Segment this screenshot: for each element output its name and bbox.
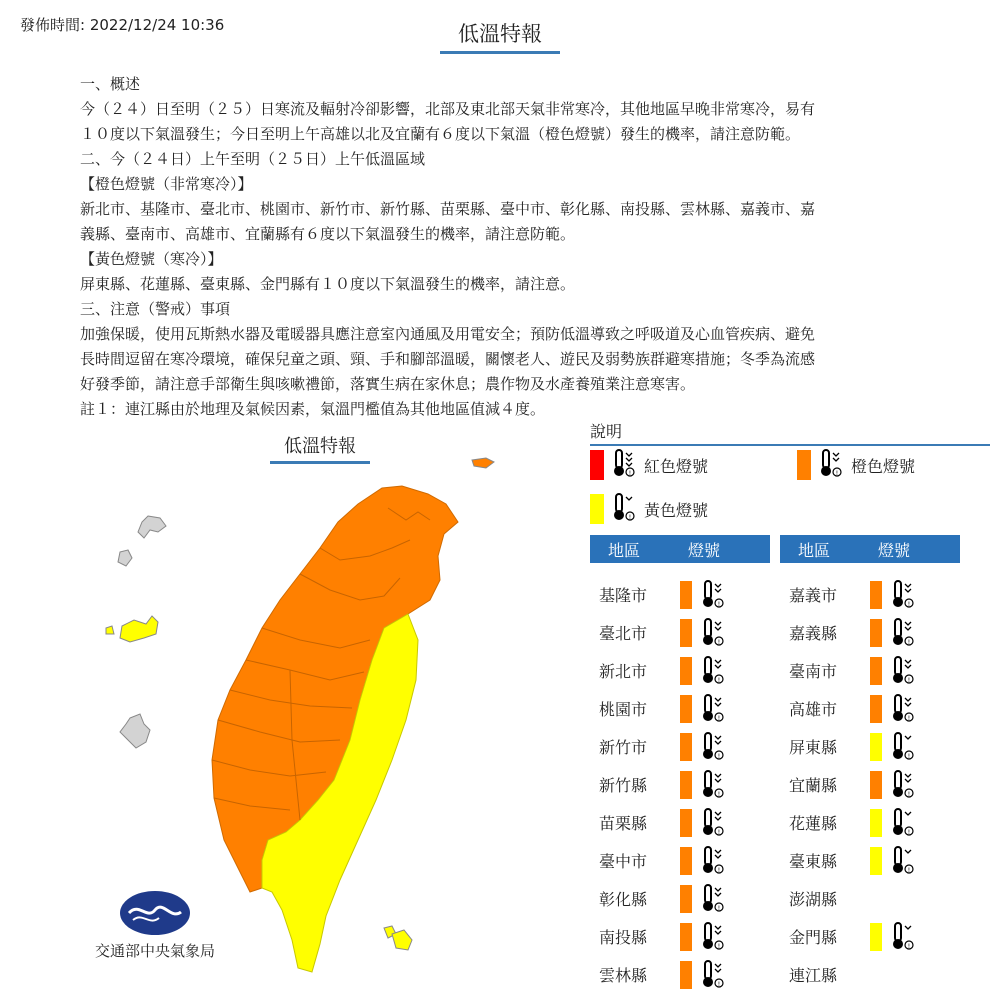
table-row — [780, 691, 960, 725]
text-line: 好發季節，請注意手部衛生與咳嗽禮節，落實生病在家休息；農作物及水產養殖業注意寒害。 — [80, 375, 696, 393]
region-name: 連江縣 — [789, 965, 838, 985]
thermometer-icon — [610, 448, 636, 482]
yellow-signal-swatch — [870, 733, 882, 761]
orange-signal-swatch — [680, 657, 692, 685]
thermometer-icon — [698, 883, 726, 917]
text-line: 屏東縣、花蓮縣、臺東縣、金門縣有１０度以下氣溫發生的機率，請注意。 — [80, 275, 576, 293]
svg-text:!: ! — [717, 905, 721, 912]
text-line: 一、概述 — [80, 75, 141, 93]
table-row — [780, 653, 960, 687]
thermometer-icon — [698, 769, 726, 803]
region-name: 臺北市 — [599, 623, 648, 643]
legend-title: 說明 — [590, 419, 990, 446]
svg-text:!: ! — [717, 601, 721, 608]
agency-block — [80, 890, 230, 961]
table-row — [590, 805, 770, 839]
text-line: １０度以下氣溫發生；今日至明上午高雄以北及宜蘭有６度以下氣溫（橙色燈號）發生的機率，請注意防範。 — [80, 125, 801, 143]
publish-time: 發佈時間: 2022/12/24 10:36 — [20, 16, 225, 34]
region-name: 宜蘭縣 — [789, 775, 838, 795]
yellow-signal-swatch — [870, 847, 882, 875]
orange-signal-swatch — [680, 733, 692, 761]
region-name: 新北市 — [599, 661, 648, 681]
thermometer-icon — [888, 693, 916, 727]
orange-signal-swatch — [680, 923, 692, 951]
svg-text:!: ! — [717, 981, 721, 988]
region-name: 高雄市 — [789, 699, 838, 719]
region-name: 新竹縣 — [599, 775, 648, 795]
agency-name: 交通部中央氣象局 — [94, 942, 215, 960]
table-row — [590, 691, 770, 725]
orange-swatch — [797, 450, 811, 480]
table-row — [780, 615, 960, 649]
thermometer-icon — [888, 731, 916, 765]
table-row — [590, 653, 770, 687]
thermometer-icon — [698, 579, 726, 613]
region-name: 南投縣 — [599, 927, 648, 947]
table-row — [590, 881, 770, 915]
thermometer-icon — [817, 448, 843, 482]
region-name: 桃園市 — [599, 699, 648, 719]
thermometer-icon — [698, 693, 726, 727]
svg-text:!: ! — [907, 943, 911, 950]
region-name: 嘉義縣 — [789, 623, 838, 643]
col-region-header: 地區 — [608, 540, 641, 560]
table-row — [590, 957, 770, 991]
region-name: 基隆市 — [599, 585, 648, 605]
thermometer-icon — [698, 655, 726, 689]
yellow-signal-swatch — [870, 809, 882, 837]
svg-text:!: ! — [717, 715, 721, 722]
text-line: 今（２４）日至明（２５）日寒流及輻射冷卻影響，北部及東北部天氣非常寒冷，其他地區早晚非常寒冷，易有 — [80, 100, 816, 118]
orange-signal-swatch — [680, 885, 692, 913]
cwb-logo-icon — [119, 890, 191, 936]
orange-signal-swatch — [680, 695, 692, 723]
table-header-right — [780, 535, 960, 563]
thermometer-icon — [698, 807, 726, 841]
table-row — [590, 729, 770, 763]
text-line: 新北市、基隆市、臺北市、桃園市、新竹市、新竹縣、苗栗縣、臺中市、彰化縣、南投縣、雲林縣、嘉義市、嘉 — [80, 200, 816, 218]
legend-yellow — [590, 492, 708, 526]
region-name: 金門縣 — [789, 927, 838, 947]
orchid-island — [392, 930, 412, 950]
svg-text:!: ! — [717, 753, 721, 760]
thermometer-icon — [888, 807, 916, 841]
matsu-islands — [118, 516, 166, 566]
svg-text:!: ! — [717, 639, 721, 646]
orange-signal-swatch — [680, 581, 692, 609]
orange-signal-swatch — [680, 847, 692, 875]
table-row — [780, 843, 960, 877]
text-line: 【黃色燈號（寒冷）】 — [80, 250, 223, 268]
thermometer-icon — [888, 655, 916, 689]
svg-text:!: ! — [907, 791, 911, 798]
thermometer-icon — [888, 845, 916, 879]
legend-red — [590, 448, 708, 482]
penghu-islands — [120, 714, 150, 748]
region-name: 彰化縣 — [599, 889, 648, 909]
region-name: 屏東縣 — [789, 737, 838, 757]
small-island — [472, 458, 494, 468]
thermometer-icon — [698, 845, 726, 879]
table-row — [780, 577, 960, 611]
text-line: 義縣、臺南市、高雄市、宜蘭縣有６度以下氣溫發生的機率，請注意防範。 — [80, 225, 576, 243]
table-row — [780, 767, 960, 801]
orange-signal-swatch — [680, 619, 692, 647]
svg-text:!: ! — [907, 639, 911, 646]
red-swatch — [590, 450, 604, 480]
text-line: 註１：連江縣由於地理及氣候因素，氣溫門檻值為其他地區值減４度。 — [80, 400, 546, 418]
col-signal-header: 燈號 — [688, 540, 721, 560]
table-row — [590, 767, 770, 801]
region-name: 嘉義市 — [789, 585, 838, 605]
region-name: 花蓮縣 — [789, 813, 838, 833]
region-name: 臺南市 — [789, 661, 838, 681]
region-name: 雲林縣 — [599, 965, 648, 985]
table-header-left — [590, 535, 770, 563]
orange-signal-swatch — [680, 961, 692, 989]
table-row — [780, 881, 960, 915]
orange-signal-swatch — [870, 695, 882, 723]
text-line: 加強保暖，使用瓦斯熱水器及電暖器具應注意室內通風及用電安全；預防低溫導致之呼吸道及心血管疾病、避免 — [80, 325, 816, 343]
legend-orange — [797, 448, 915, 482]
kinmen-islands — [106, 616, 158, 642]
svg-text:!: ! — [907, 601, 911, 608]
region-name: 苗栗縣 — [599, 813, 648, 833]
region-name: 新竹市 — [599, 737, 648, 757]
table-row — [590, 919, 770, 953]
region-name: 臺中市 — [599, 851, 648, 871]
svg-text:!: ! — [907, 715, 911, 722]
table-row — [590, 615, 770, 649]
orange-signal-swatch — [870, 619, 882, 647]
svg-text:!: ! — [907, 829, 911, 836]
yellow-swatch — [590, 494, 604, 524]
text-line: 【橙色燈號（非常寒冷）】 — [80, 175, 253, 193]
table-row — [590, 843, 770, 877]
svg-text:!: ! — [628, 470, 632, 477]
thermometer-icon — [888, 769, 916, 803]
thermometer-icon — [698, 617, 726, 651]
svg-text:!: ! — [907, 677, 911, 684]
orange-signal-swatch — [870, 657, 882, 685]
page-title: 低溫特報 — [440, 18, 560, 54]
svg-text:!: ! — [717, 791, 721, 798]
thermometer-icon — [610, 492, 636, 526]
text-line: 二、今（２４日）上午至明（２５日）上午低溫區域 — [80, 150, 426, 168]
svg-text:!: ! — [717, 943, 721, 950]
thermometer-icon — [888, 617, 916, 651]
svg-text:!: ! — [628, 514, 632, 521]
thermometer-icon — [698, 731, 726, 765]
yellow-signal-swatch — [870, 923, 882, 951]
orange-signal-swatch — [680, 809, 692, 837]
legend-yellow-label: 黃色燈號 — [644, 500, 709, 520]
map-title: 低溫特報 — [270, 432, 370, 464]
orange-signal-swatch — [870, 581, 882, 609]
svg-text:!: ! — [717, 677, 721, 684]
orange-signal-swatch — [680, 771, 692, 799]
table-row — [590, 577, 770, 611]
svg-text:!: ! — [717, 829, 721, 836]
region-name: 澎湖縣 — [789, 889, 838, 909]
text-line: 長時間逗留在寒冷環境，確保兒童之頭、頸、手和腳部溫暖，關懷老人、遊民及弱勢族群避寒措施；冬季為流感 — [80, 350, 816, 368]
thermometer-icon — [888, 579, 916, 613]
thermometer-icon — [698, 921, 726, 955]
svg-text:!: ! — [717, 867, 721, 874]
legend-orange-label: 橙色燈號 — [851, 456, 916, 476]
svg-text:!: ! — [835, 470, 839, 477]
legend-red-label: 紅色燈號 — [644, 456, 709, 476]
region-name: 臺東縣 — [789, 851, 838, 871]
table-row — [780, 729, 960, 763]
col-signal-header: 燈號 — [878, 540, 911, 560]
table-row — [780, 957, 960, 991]
svg-text:!: ! — [907, 753, 911, 760]
col-region-header: 地區 — [798, 540, 831, 560]
thermometer-icon — [698, 959, 726, 993]
table-row — [780, 805, 960, 839]
orange-signal-swatch — [870, 771, 882, 799]
svg-text:!: ! — [907, 867, 911, 874]
text-line: 三、注意（警戒）事項 — [80, 300, 231, 318]
thermometer-icon — [888, 921, 916, 955]
table-row — [780, 919, 960, 953]
